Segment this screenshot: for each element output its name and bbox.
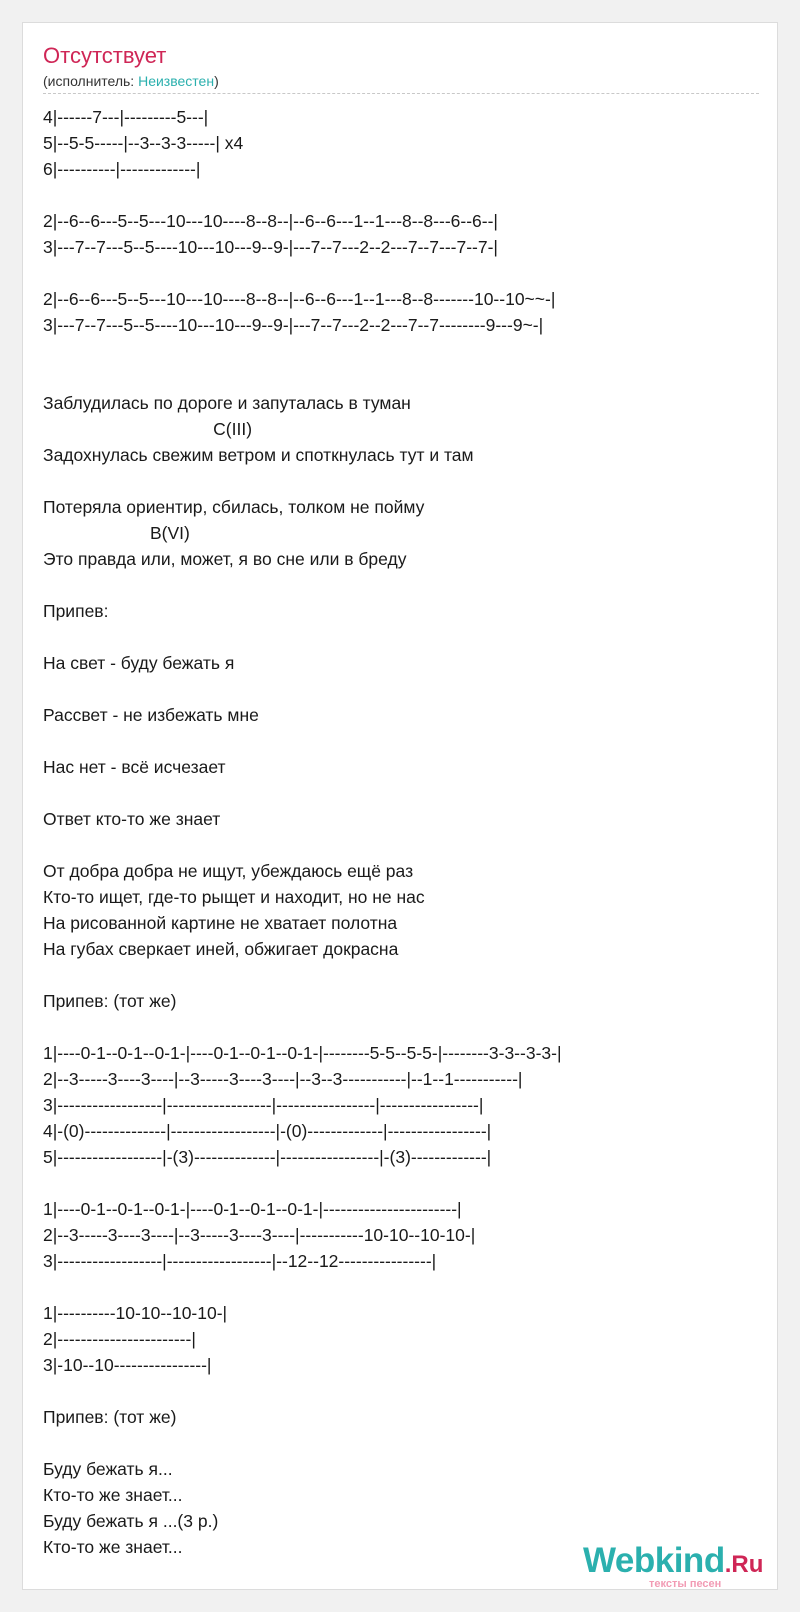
lyric-line: 4|-(0)--------------|------------------|-(0)-------------|-----------------| xyxy=(43,1121,492,1141)
artist-link[interactable]: Неизвестен xyxy=(138,73,215,89)
song-title: Отсутствует xyxy=(43,43,167,68)
blank-line xyxy=(43,962,763,988)
lyrics-card xyxy=(22,22,778,1590)
site-logo[interactable] xyxy=(583,1541,779,1593)
lyric-line: Потеряла ориентир, сбилась, толком не пойму xyxy=(43,497,425,517)
blank-line xyxy=(43,468,763,494)
blank-line xyxy=(43,832,763,858)
blank-line xyxy=(43,1170,763,1196)
lyric-line: 2|--3-----3----3----|--3-----3----3----|--3--3-----------|--1--1-----------| xyxy=(43,1069,523,1089)
logo-main-text: Webkind xyxy=(583,1541,725,1580)
lyric-line: Припев: (тот же) xyxy=(43,1407,177,1427)
blank-line xyxy=(43,780,763,806)
lyric-line: 4|------7---|---------5---| xyxy=(43,107,209,127)
lyric-line: Это правда или, может, я во сне или в бреду xyxy=(43,549,407,569)
lyric-line: Задохнулась свежим ветром и споткнулась тут и там xyxy=(43,445,474,465)
lyric-line: Заблудилась по дороге и запуталась в туман xyxy=(43,393,411,413)
dashed-divider xyxy=(43,93,759,94)
lyric-line: Рассвет - не избежать мне xyxy=(43,705,259,725)
artist-suffix: ) xyxy=(214,73,219,89)
lyric-line: 1|----0-1--0-1--0-1-|----0-1--0-1--0-1-|-----------------------| xyxy=(43,1199,462,1219)
blank-line xyxy=(43,182,763,208)
lyric-line: Кто-то же знает... xyxy=(43,1537,183,1557)
lyrics-text xyxy=(43,104,763,1560)
blank-line xyxy=(43,338,763,364)
artist-prefix: (исполнитель: xyxy=(43,73,139,89)
lyric-line: B(VI) xyxy=(43,523,190,543)
blank-line xyxy=(43,1430,763,1456)
lyric-line: 3|---7--7---5--5----10---10---9--9-|---7--7---2--2---7--7--------9---9~-| xyxy=(43,315,544,335)
lyric-line: 2|--6--6---5--5---10---10----8--8--|--6--6---1--1---8--8---6--6--| xyxy=(43,211,498,231)
blank-line xyxy=(43,572,763,598)
lyric-line: 1|----------10-10--10-10-| xyxy=(43,1303,228,1323)
logo-tld: .Ru xyxy=(724,1551,764,1578)
lyric-line: 6|----------|-------------| xyxy=(43,159,201,179)
lyric-line: Ответ кто-то же знает xyxy=(43,809,221,829)
lyric-line: 3|-10--10----------------| xyxy=(43,1355,212,1375)
lyric-line: От добра добра не ищут, убеждаюсь ещё раз xyxy=(43,861,414,881)
lyric-line: На рисованной картине не хватает полотна xyxy=(43,913,398,933)
blank-line xyxy=(43,364,763,390)
lyric-line: Кто-то ищет, где-то рыщет и находит, но не нас xyxy=(43,887,425,907)
artist-line xyxy=(43,72,219,90)
lyric-line: 3|------------------|------------------|--12--12----------------| xyxy=(43,1251,437,1271)
blank-line xyxy=(43,260,763,286)
lyric-line: На губах сверкает иней, обжигает докрасна xyxy=(43,939,399,959)
lyric-line: 3|---7--7---5--5----10---10---9--9-|---7--7---2--2---7--7---7--7-| xyxy=(43,237,498,257)
lyric-line: 1|----0-1--0-1--0-1-|----0-1--0-1--0-1-|--------5-5--5-5-|--------3-3--3-3-| xyxy=(43,1043,562,1063)
blank-line xyxy=(43,624,763,650)
lyric-line: Припев: (тот же) xyxy=(43,991,177,1011)
lyric-line: Буду бежать я... xyxy=(43,1459,173,1479)
blank-line xyxy=(43,1014,763,1040)
lyric-line: 5|------------------|-(3)--------------|-----------------|-(3)-------------| xyxy=(43,1147,492,1167)
lyric-line: C(III) xyxy=(43,419,253,439)
logo-tagline: тексты песен xyxy=(649,1578,722,1590)
lyric-line: 2|--6--6---5--5---10---10----8--8--|--6--6---1--1---8--8-------10--10~~-| xyxy=(43,289,556,309)
blank-line xyxy=(43,728,763,754)
lyric-line: 3|------------------|------------------|-----------------|-----------------| xyxy=(43,1095,484,1115)
lyric-line: Нас нет - всё исчезает xyxy=(43,757,226,777)
lyric-line: 5|--5-5-----|--3--3-3-----| x4 xyxy=(43,133,244,153)
lyric-line: 2|--3-----3----3----|--3-----3----3----|-----------10-10--10-10-| xyxy=(43,1225,476,1245)
lyric-line: Припев: xyxy=(43,601,109,621)
lyric-line: Буду бежать я ...(3 р.) xyxy=(43,1511,219,1531)
lyric-line: 2|-----------------------| xyxy=(43,1329,196,1349)
blank-line xyxy=(43,1274,763,1300)
lyric-line: Кто-то же знает... xyxy=(43,1485,183,1505)
blank-line xyxy=(43,1378,763,1404)
lyric-line: На свет - буду бежать я xyxy=(43,653,235,673)
blank-line xyxy=(43,676,763,702)
